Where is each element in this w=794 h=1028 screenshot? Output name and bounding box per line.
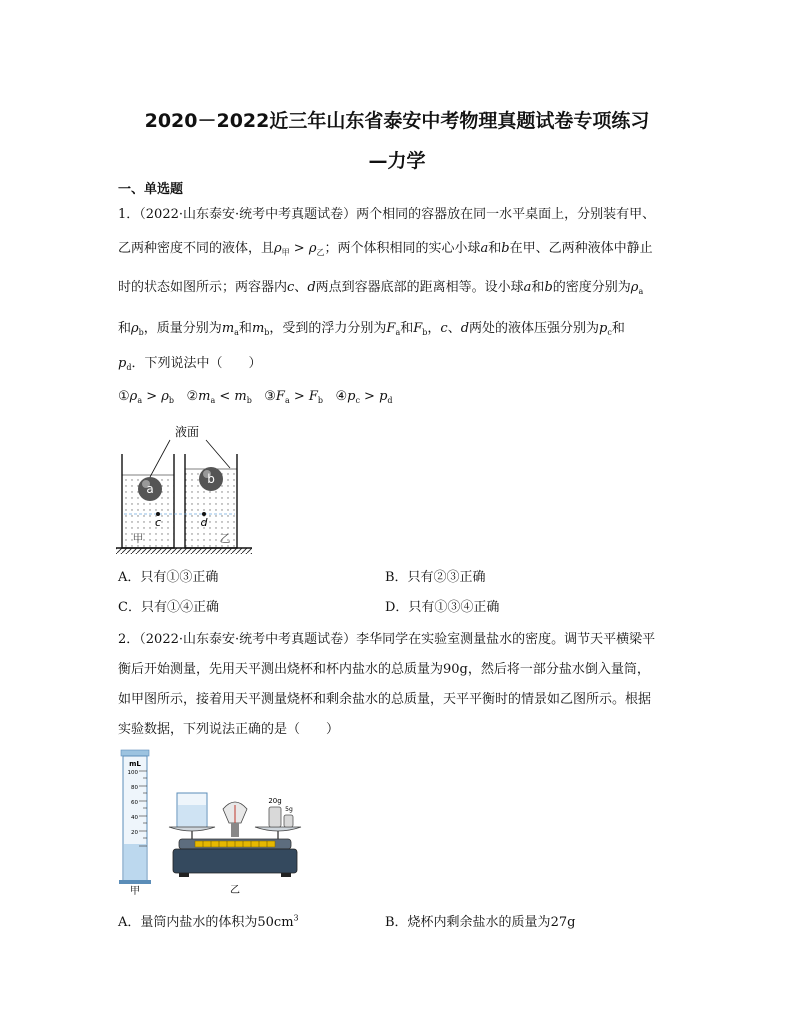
q1-option-c[interactable]: C．只有①④正确 [118,600,219,615]
tick-60: 60 [131,800,138,806]
point-c-label: c [154,516,162,529]
document-subtitle: —力学 [368,150,426,172]
q2-option-b[interactable]: B．烧杯内剩余盐水的质量为27g [385,915,576,930]
q1-line-5: $p_d$．下列说法中（ ） [118,356,262,372]
q1-line-4: 和$\rho_b$，质量分别为$m_a$和$m_b$，受到的浮力分别为$F_a$和$F_b$，c、d两处的液体压强分别为$p_c$和 [118,321,625,337]
q1-option-b[interactable]: B．只有②③正确 [385,570,486,585]
q1-option-d[interactable]: D．只有①③④正确 [385,600,500,615]
weight-20g-label: 20g [268,797,282,805]
q2-line-2: 衡后开始测量，先用天平测出烧杯和杯内盐水的总质量为90g，然后将一部分盐水倒入量筒， [118,662,650,677]
ball-a-label: a [146,482,154,496]
cylinder-jia-label: 甲 [130,886,140,897]
tick-20: 20 [131,830,138,836]
q1-statements: $①\rho_a > \rho_b$ $②m_a < m_b$ $③F_a > F_b$ $④p_c > p_d$ [118,389,393,405]
q1-containers-figure [112,418,262,558]
tick-100: 100 [127,770,138,776]
cylinder-unit-label: mL [129,760,141,768]
liquid-surface-label: 液面 [174,425,200,439]
q1-option-a[interactable]: A．只有①③正确 [118,570,219,585]
q1-line-1: 1．（2022·山东泰安·统考中考真题试卷）两个相同的容器放在同一水平桌面上，分别装有甲、 [118,207,656,222]
ball-b-label: b [207,472,215,486]
q2-line-4: 实验数据，下列说法正确的是（ ） [118,722,340,737]
document-title: 2020－2022近三年山东省泰安中考物理真题试卷专项练习 [144,110,650,132]
q2-line-3: 如甲图所示，接着用天平测量烧杯和剩余盐水的总质量，天平平衡时的情景如乙图所示。根据 [118,692,652,707]
container-yi-label: 乙 [219,532,231,545]
q2-balance-figure [165,783,305,898]
q2-cylinder-figure [115,748,155,898]
tick-40: 40 [131,815,138,821]
balance-yi-label: 乙 [230,885,240,896]
q2-line-1: 2．（2022·山东泰安·统考中考真题试卷）李华同学在实验室测量盐水的密度。调节天平横梁平 [118,632,656,647]
tick-80: 80 [131,785,138,791]
section-heading: 一、单选题 [118,182,184,197]
q1-line-3: 时的状态如图所示；两容器内c、d两点到容器底部的距离相等。设小球a和b的密度分别为$\rho_a$ [118,280,644,296]
weight-5g-label: 5g [285,806,293,813]
q2-option-a[interactable]: A．量筒内盐水的体积为$50cm^3$ [118,913,299,930]
point-d-label: d [200,516,208,529]
q1-line-2: 乙两种密度不同的液体，且$\rho_甲 > \rho_乙$；两个体积相同的实心小球a和b在甲、乙两种液体中静止 [118,241,653,257]
container-jia-label: 甲 [132,532,144,545]
